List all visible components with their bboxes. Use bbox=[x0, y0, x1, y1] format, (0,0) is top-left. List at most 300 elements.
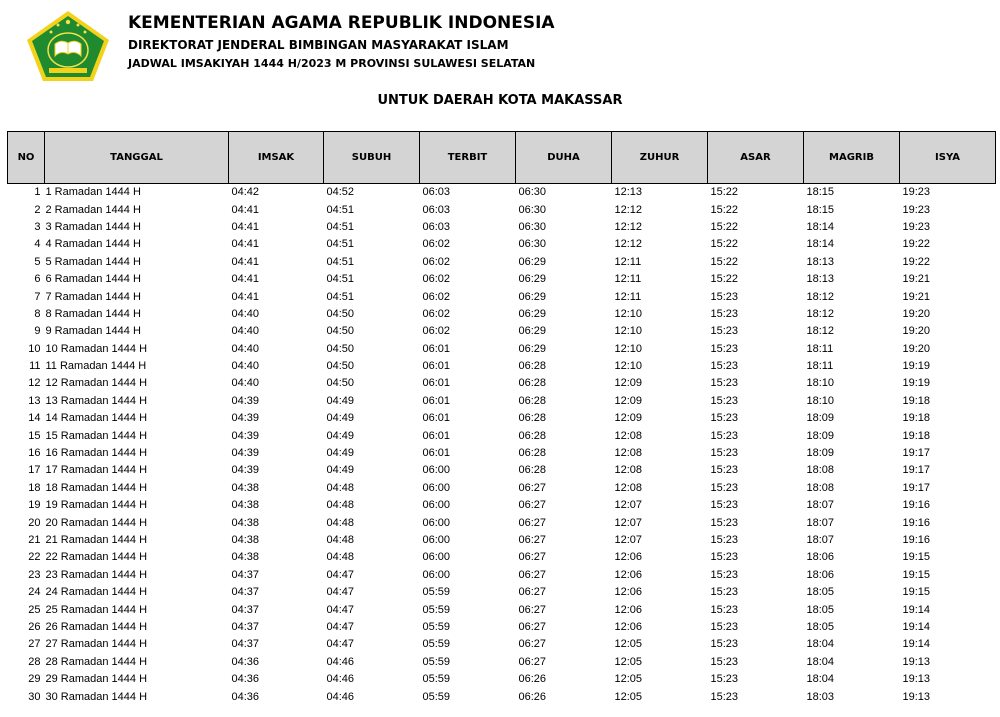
cell-isya: 19:23 bbox=[902, 186, 931, 199]
kemenag-emblem-icon bbox=[25, 10, 111, 82]
cell-subuh: 04:48 bbox=[326, 499, 355, 512]
cell-asar: 15:23 bbox=[710, 499, 739, 512]
cell-asar: 15:23 bbox=[710, 447, 739, 460]
cell-asar: 15:23 bbox=[710, 394, 739, 407]
cell-terbit: 06:02 bbox=[422, 290, 451, 303]
cell-isya: 19:15 bbox=[902, 586, 931, 599]
cell-zuhur: 12:11 bbox=[614, 255, 642, 268]
cell-tanggal: 28 Ramadan 1444 H bbox=[45, 655, 148, 668]
cell-tanggal: 6 Ramadan 1444 H bbox=[45, 273, 141, 286]
cell-tanggal: 16 Ramadan 1444 H bbox=[45, 447, 148, 460]
cell-imsak: 04:37 bbox=[231, 586, 260, 599]
cell-isya: 19:17 bbox=[902, 464, 931, 477]
cell-duha: 06:27 bbox=[518, 568, 547, 581]
cell-no: 12 bbox=[28, 377, 41, 390]
cell-subuh: 04:49 bbox=[326, 447, 355, 460]
cell-duha: 06:27 bbox=[518, 551, 547, 564]
cell-tanggal: 23 Ramadan 1444 H bbox=[45, 568, 148, 581]
cell-asar: 15:23 bbox=[710, 412, 739, 425]
cell-terbit: 06:02 bbox=[422, 238, 451, 251]
cell-subuh: 04:49 bbox=[326, 412, 355, 425]
cell-terbit: 06:01 bbox=[422, 360, 451, 373]
cell-no: 15 bbox=[28, 429, 41, 442]
table-row bbox=[8, 619, 996, 636]
cell-tanggal: 18 Ramadan 1444 H bbox=[45, 481, 148, 494]
cell-terbit: 06:02 bbox=[422, 307, 451, 320]
cell-subuh: 04:52 bbox=[326, 186, 355, 199]
cell-zuhur: 12:08 bbox=[614, 481, 643, 494]
table-row bbox=[8, 358, 996, 375]
cell-no: 7 bbox=[34, 290, 41, 303]
cell-duha: 06:30 bbox=[518, 186, 547, 199]
cell-tanggal: 27 Ramadan 1444 H bbox=[45, 638, 148, 651]
cell-tanggal: 12 Ramadan 1444 H bbox=[45, 377, 148, 390]
cell-duha: 06:27 bbox=[518, 516, 547, 529]
cell-tanggal: 11 Ramadan 1444 H bbox=[45, 360, 147, 373]
cell-tanggal: 10 Ramadan 1444 H bbox=[45, 342, 148, 355]
cell-terbit: 06:00 bbox=[422, 499, 451, 512]
column-header-asar: ASAR bbox=[708, 132, 804, 184]
cell-no: 10 bbox=[28, 342, 41, 355]
cell-tanggal: 29 Ramadan 1444 H bbox=[45, 673, 148, 686]
cell-zuhur: 12:10 bbox=[614, 307, 643, 320]
cell-isya: 19:13 bbox=[902, 690, 931, 703]
cell-terbit: 05:59 bbox=[422, 673, 451, 686]
cell-magrib: 18:13 bbox=[806, 255, 835, 268]
cell-duha: 06:27 bbox=[518, 481, 547, 494]
cell-subuh: 04:47 bbox=[326, 638, 355, 651]
cell-imsak: 04:40 bbox=[231, 360, 260, 373]
cell-duha: 06:28 bbox=[518, 360, 547, 373]
table-row bbox=[8, 601, 996, 618]
cell-magrib: 18:07 bbox=[806, 534, 835, 546]
cell-asar: 15:23 bbox=[710, 325, 739, 338]
cell-asar: 15:22 bbox=[710, 220, 739, 233]
cell-subuh: 04:48 bbox=[326, 481, 355, 494]
cell-terbit: 06:00 bbox=[422, 464, 451, 477]
cell-terbit: 06:01 bbox=[422, 429, 451, 442]
column-header-terbit: TERBIT bbox=[420, 132, 516, 184]
cell-terbit: 06:01 bbox=[422, 377, 451, 390]
cell-magrib: 18:12 bbox=[806, 290, 835, 303]
cell-zuhur: 12:06 bbox=[614, 603, 643, 616]
cell-zuhur: 12:09 bbox=[614, 412, 643, 425]
cell-imsak: 04:36 bbox=[231, 655, 260, 668]
cell-zuhur: 12:08 bbox=[614, 429, 643, 442]
cell-magrib: 18:09 bbox=[806, 429, 835, 442]
cell-tanggal: 24 Ramadan 1444 H bbox=[45, 586, 148, 599]
table-row bbox=[8, 567, 996, 584]
cell-asar: 15:23 bbox=[710, 655, 739, 668]
cell-no: 9 bbox=[34, 325, 41, 338]
table-row bbox=[8, 219, 996, 236]
cell-tanggal: 2 Ramadan 1444 H bbox=[45, 203, 141, 216]
cell-asar: 15:23 bbox=[710, 638, 739, 651]
cell-isya: 19:21 bbox=[902, 273, 931, 286]
table-row bbox=[8, 549, 996, 566]
cell-no: 14 bbox=[28, 412, 41, 425]
cell-magrib: 18:11 bbox=[806, 342, 834, 355]
cell-subuh: 04:49 bbox=[326, 464, 355, 477]
header-row bbox=[8, 132, 996, 184]
cell-magrib: 18:04 bbox=[806, 655, 835, 668]
cell-magrib: 18:15 bbox=[806, 203, 835, 216]
cell-isya: 19:15 bbox=[902, 551, 931, 564]
cell-no: 27 bbox=[28, 638, 41, 651]
cell-magrib: 18:08 bbox=[806, 481, 835, 494]
cell-no: 3 bbox=[34, 220, 41, 233]
cell-asar: 15:23 bbox=[710, 568, 739, 581]
cell-duha: 06:27 bbox=[518, 586, 547, 599]
cell-zuhur: 12:05 bbox=[614, 638, 643, 651]
cell-isya: 19:23 bbox=[902, 203, 931, 216]
cell-duha: 06:28 bbox=[518, 429, 547, 442]
table-row bbox=[8, 584, 996, 601]
cell-subuh: 04:48 bbox=[326, 534, 355, 546]
cell-imsak: 04:37 bbox=[231, 638, 260, 651]
table-row bbox=[8, 671, 996, 688]
cell-terbit: 05:59 bbox=[422, 690, 451, 703]
cell-duha: 06:27 bbox=[518, 655, 547, 668]
cell-zuhur: 12:08 bbox=[614, 464, 643, 477]
cell-duha: 06:28 bbox=[518, 464, 547, 477]
cell-magrib: 18:15 bbox=[806, 186, 835, 199]
cell-zuhur: 12:06 bbox=[614, 620, 643, 633]
cell-duha: 06:29 bbox=[518, 342, 547, 355]
cell-subuh: 04:51 bbox=[326, 290, 355, 303]
cell-no: 22 bbox=[28, 551, 41, 564]
cell-imsak: 04:42 bbox=[231, 186, 260, 199]
cell-imsak: 04:37 bbox=[231, 620, 260, 633]
table-row bbox=[8, 427, 996, 444]
cell-subuh: 04:47 bbox=[326, 586, 355, 599]
column-header-zuhur: ZUHUR bbox=[612, 132, 708, 184]
cell-zuhur: 12:12 bbox=[614, 203, 643, 216]
cell-subuh: 04:50 bbox=[326, 325, 355, 338]
cell-duha: 06:28 bbox=[518, 412, 547, 425]
cell-no: 11 bbox=[29, 360, 41, 373]
cell-tanggal: 30 Ramadan 1444 H bbox=[45, 690, 148, 703]
cell-asar: 15:23 bbox=[710, 307, 739, 320]
cell-tanggal: 7 Ramadan 1444 H bbox=[45, 290, 141, 303]
cell-terbit: 06:00 bbox=[422, 534, 451, 546]
cell-zuhur: 12:08 bbox=[614, 447, 643, 460]
cell-duha: 06:29 bbox=[518, 255, 547, 268]
cell-imsak: 04:40 bbox=[231, 325, 260, 338]
cell-zuhur: 12:05 bbox=[614, 690, 643, 703]
cell-asar: 15:22 bbox=[710, 186, 739, 199]
cell-isya: 19:22 bbox=[902, 238, 931, 251]
cell-no: 13 bbox=[28, 394, 41, 407]
cell-isya: 19:23 bbox=[902, 220, 931, 233]
cell-magrib: 18:11 bbox=[806, 360, 834, 373]
cell-tanggal: 20 Ramadan 1444 H bbox=[45, 516, 148, 529]
cell-duha: 06:28 bbox=[518, 394, 547, 407]
cell-duha: 06:27 bbox=[518, 534, 547, 546]
cell-zuhur: 12:07 bbox=[614, 499, 643, 512]
cell-no: 30 bbox=[28, 690, 41, 703]
cell-asar: 15:23 bbox=[710, 429, 739, 442]
cell-tanggal: 3 Ramadan 1444 H bbox=[45, 220, 141, 233]
cell-subuh: 04:47 bbox=[326, 568, 355, 581]
cell-tanggal: 9 Ramadan 1444 H bbox=[45, 325, 141, 338]
cell-magrib: 18:10 bbox=[806, 377, 835, 390]
column-header-isya: ISYA bbox=[900, 132, 996, 184]
cell-isya: 19:17 bbox=[902, 481, 931, 494]
table-row bbox=[8, 236, 996, 253]
cell-zuhur: 12:05 bbox=[614, 673, 643, 686]
cell-isya: 19:19 bbox=[902, 360, 931, 373]
cell-imsak: 04:41 bbox=[231, 290, 260, 303]
cell-no: 29 bbox=[28, 673, 41, 686]
cell-magrib: 18:05 bbox=[806, 620, 835, 633]
cell-imsak: 04:41 bbox=[231, 255, 260, 268]
cell-isya: 19:19 bbox=[902, 377, 931, 390]
cell-tanggal: 1 Ramadan 1444 H bbox=[45, 186, 141, 199]
cell-zuhur: 12:10 bbox=[614, 360, 643, 373]
cell-zuhur: 12:05 bbox=[614, 655, 643, 668]
cell-magrib: 18:07 bbox=[806, 499, 835, 512]
cell-magrib: 18:05 bbox=[806, 603, 835, 616]
cell-no: 2 bbox=[34, 203, 41, 216]
cell-subuh: 04:51 bbox=[326, 220, 355, 233]
cell-isya: 19:18 bbox=[902, 429, 931, 442]
table-row bbox=[8, 341, 996, 358]
cell-duha: 06:27 bbox=[518, 638, 547, 651]
cell-magrib: 18:12 bbox=[806, 325, 835, 338]
cell-isya: 19:20 bbox=[902, 325, 931, 338]
cell-magrib: 18:05 bbox=[806, 586, 835, 599]
cell-tanggal: 8 Ramadan 1444 H bbox=[45, 307, 141, 320]
table-row bbox=[8, 514, 996, 531]
cell-subuh: 04:49 bbox=[326, 429, 355, 442]
cell-duha: 06:30 bbox=[518, 203, 547, 216]
cell-subuh: 04:50 bbox=[326, 342, 355, 355]
cell-asar: 15:22 bbox=[710, 238, 739, 251]
cell-imsak: 04:41 bbox=[231, 203, 260, 216]
cell-no: 26 bbox=[28, 620, 41, 633]
table-row bbox=[8, 532, 996, 549]
cell-tanggal: 14 Ramadan 1444 H bbox=[45, 412, 148, 425]
cell-isya: 19:18 bbox=[902, 394, 931, 407]
cell-asar: 15:23 bbox=[710, 360, 739, 373]
cell-no: 20 bbox=[28, 516, 41, 529]
ministry-title: KEMENTERIAN AGAMA REPUBLIK INDONESIA bbox=[128, 13, 555, 33]
cell-magrib: 18:09 bbox=[806, 447, 835, 460]
cell-magrib: 18:14 bbox=[806, 238, 835, 251]
cell-magrib: 18:07 bbox=[806, 516, 835, 529]
cell-tanggal: 26 Ramadan 1444 H bbox=[45, 620, 148, 633]
cell-tanggal: 4 Ramadan 1444 H bbox=[45, 238, 141, 251]
cell-terbit: 06:01 bbox=[422, 412, 451, 425]
cell-duha: 06:27 bbox=[518, 499, 547, 512]
cell-isya: 19:17 bbox=[902, 447, 931, 460]
cell-imsak: 04:38 bbox=[231, 534, 260, 546]
cell-duha: 06:29 bbox=[518, 325, 547, 338]
cell-zuhur: 12:12 bbox=[614, 220, 643, 233]
cell-magrib: 18:08 bbox=[806, 464, 835, 477]
table-row bbox=[8, 306, 996, 323]
cell-terbit: 06:00 bbox=[422, 568, 451, 581]
directorate-subtitle: DIREKTORAT JENDERAL BIMBINGAN MASYARAKAT ISLAM bbox=[128, 38, 509, 52]
cell-asar: 15:23 bbox=[710, 290, 739, 303]
cell-asar: 15:23 bbox=[710, 377, 739, 390]
table-row bbox=[8, 201, 996, 218]
cell-tanggal: 15 Ramadan 1444 H bbox=[45, 429, 148, 442]
table-row bbox=[8, 654, 996, 671]
cell-tanggal: 17 Ramadan 1444 H bbox=[45, 464, 148, 477]
cell-duha: 06:29 bbox=[518, 273, 547, 286]
column-header-no: NO bbox=[8, 132, 45, 184]
cell-subuh: 04:46 bbox=[326, 673, 355, 686]
cell-asar: 15:22 bbox=[710, 273, 739, 286]
cell-duha: 06:26 bbox=[518, 690, 547, 703]
cell-magrib: 18:10 bbox=[806, 394, 835, 407]
cell-subuh: 04:51 bbox=[326, 273, 355, 286]
cell-asar: 15:23 bbox=[710, 586, 739, 599]
cell-imsak: 04:41 bbox=[231, 238, 260, 251]
cell-imsak: 04:39 bbox=[231, 394, 260, 407]
cell-magrib: 18:09 bbox=[806, 412, 835, 425]
cell-asar: 15:23 bbox=[710, 534, 739, 546]
cell-zuhur: 12:11 bbox=[614, 290, 642, 303]
table-row bbox=[8, 462, 996, 479]
cell-duha: 06:30 bbox=[518, 220, 547, 233]
cell-asar: 15:23 bbox=[710, 620, 739, 633]
cell-asar: 15:23 bbox=[710, 342, 739, 355]
cell-isya: 19:18 bbox=[902, 412, 931, 425]
cell-zuhur: 12:09 bbox=[614, 377, 643, 390]
table-row bbox=[8, 393, 996, 410]
cell-magrib: 18:12 bbox=[806, 307, 835, 320]
cell-subuh: 04:51 bbox=[326, 255, 355, 268]
cell-no: 21 bbox=[28, 534, 41, 546]
cell-asar: 15:22 bbox=[710, 203, 739, 216]
cell-subuh: 04:47 bbox=[326, 620, 355, 633]
cell-imsak: 04:39 bbox=[231, 429, 260, 442]
cell-no: 19 bbox=[28, 499, 41, 512]
cell-imsak: 04:37 bbox=[231, 568, 260, 581]
cell-terbit: 06:03 bbox=[422, 220, 451, 233]
cell-isya: 19:16 bbox=[902, 534, 931, 546]
cell-isya: 19:22 bbox=[902, 255, 931, 268]
cell-magrib: 18:04 bbox=[806, 673, 835, 686]
region-title: UNTUK DAERAH KOTA MAKASSAR bbox=[377, 93, 623, 108]
cell-no: 24 bbox=[28, 586, 41, 599]
cell-isya: 19:14 bbox=[902, 620, 931, 633]
table-row bbox=[8, 636, 996, 653]
cell-asar: 15:23 bbox=[710, 690, 739, 703]
cell-terbit: 06:01 bbox=[422, 342, 451, 355]
table-row bbox=[8, 497, 996, 514]
cell-imsak: 04:40 bbox=[231, 307, 260, 320]
cell-magrib: 18:04 bbox=[806, 638, 835, 651]
cell-terbit: 06:03 bbox=[422, 203, 451, 216]
table-row bbox=[8, 480, 996, 497]
cell-isya: 19:13 bbox=[902, 655, 931, 668]
cell-zuhur: 12:06 bbox=[614, 586, 643, 599]
cell-no: 4 bbox=[34, 238, 41, 251]
cell-terbit: 06:02 bbox=[422, 273, 451, 286]
cell-terbit: 06:00 bbox=[422, 516, 451, 529]
table-row bbox=[8, 410, 996, 427]
cell-terbit: 05:59 bbox=[422, 586, 451, 599]
cell-isya: 19:21 bbox=[902, 290, 931, 303]
cell-asar: 15:23 bbox=[710, 481, 739, 494]
table-row bbox=[8, 688, 996, 705]
column-header-tanggal: TANGGAL bbox=[45, 132, 229, 184]
cell-isya: 19:14 bbox=[902, 603, 931, 616]
cell-terbit: 06:02 bbox=[422, 255, 451, 268]
cell-no: 5 bbox=[34, 255, 41, 268]
cell-no: 8 bbox=[34, 307, 41, 320]
cell-no: 28 bbox=[28, 655, 41, 668]
table-row bbox=[8, 375, 996, 392]
cell-imsak: 04:38 bbox=[231, 481, 260, 494]
column-header-imsak: IMSAK bbox=[229, 132, 324, 184]
cell-imsak: 04:39 bbox=[231, 464, 260, 477]
cell-no: 17 bbox=[28, 464, 41, 477]
cell-zuhur: 12:09 bbox=[614, 394, 643, 407]
cell-terbit: 05:59 bbox=[422, 603, 451, 616]
cell-imsak: 04:40 bbox=[231, 342, 260, 355]
cell-subuh: 04:48 bbox=[326, 551, 355, 564]
cell-duha: 06:27 bbox=[518, 620, 547, 633]
cell-terbit: 06:00 bbox=[422, 551, 451, 564]
document-header bbox=[128, 12, 555, 71]
cell-subuh: 04:50 bbox=[326, 377, 355, 390]
cell-duha: 06:27 bbox=[518, 603, 547, 616]
cell-tanggal: 22 Ramadan 1444 H bbox=[45, 551, 148, 564]
cell-subuh: 04:48 bbox=[326, 516, 355, 529]
cell-magrib: 18:06 bbox=[806, 568, 835, 581]
schedule-title: JADWAL IMSAKIYAH 1444 H/2023 M PROVINSI SULAWESI SELATAN bbox=[128, 57, 536, 70]
table-row bbox=[8, 184, 996, 202]
cell-imsak: 04:40 bbox=[231, 377, 260, 390]
cell-no: 25 bbox=[28, 603, 41, 616]
cell-subuh: 04:47 bbox=[326, 603, 355, 616]
cell-isya: 19:13 bbox=[902, 673, 931, 686]
cell-isya: 19:20 bbox=[902, 342, 931, 355]
column-header-magrib: MAGRIB bbox=[804, 132, 900, 184]
cell-zuhur: 12:07 bbox=[614, 516, 643, 529]
column-header-duha: DUHA bbox=[516, 132, 612, 184]
cell-asar: 15:23 bbox=[710, 603, 739, 616]
cell-magrib: 18:06 bbox=[806, 551, 835, 564]
cell-imsak: 04:39 bbox=[231, 447, 260, 460]
cell-zuhur: 12:10 bbox=[614, 342, 643, 355]
cell-subuh: 04:50 bbox=[326, 360, 355, 373]
cell-no: 18 bbox=[28, 481, 41, 494]
imsakiyah-table bbox=[7, 131, 996, 706]
column-header-subuh: SUBUH bbox=[324, 132, 420, 184]
cell-terbit: 05:59 bbox=[422, 638, 451, 651]
cell-imsak: 04:38 bbox=[231, 499, 260, 512]
cell-terbit: 06:03 bbox=[422, 186, 451, 199]
cell-duha: 06:28 bbox=[518, 447, 547, 460]
table-body bbox=[8, 184, 996, 706]
cell-isya: 19:16 bbox=[902, 499, 931, 512]
cell-no: 23 bbox=[28, 568, 41, 581]
table-row bbox=[8, 271, 996, 288]
table-row bbox=[8, 254, 996, 271]
cell-zuhur: 12:10 bbox=[614, 325, 643, 338]
cell-imsak: 04:36 bbox=[231, 673, 260, 686]
cell-magrib: 18:14 bbox=[806, 220, 835, 233]
cell-subuh: 04:51 bbox=[326, 203, 355, 216]
table-row bbox=[8, 445, 996, 462]
cell-duha: 06:26 bbox=[518, 673, 547, 686]
